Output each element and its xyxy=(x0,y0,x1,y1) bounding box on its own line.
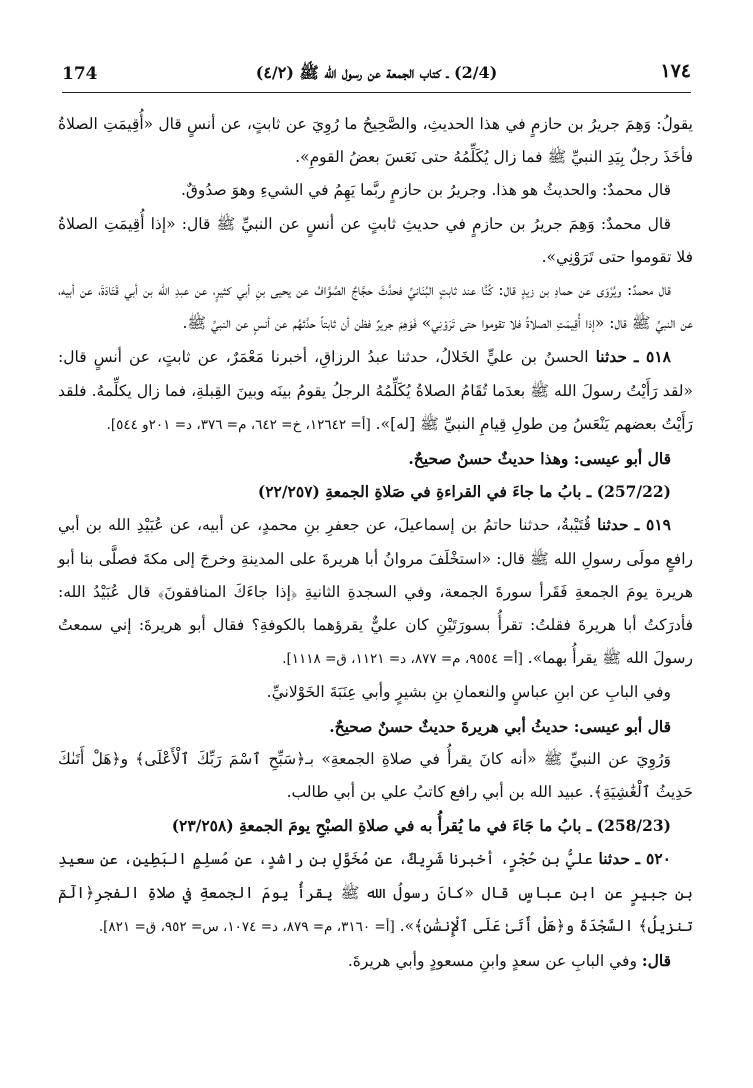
page-number-arabic: ١٧٤ xyxy=(660,60,691,82)
paragraph: وَرُوِيَ عن النبيِّ ﷺ «أنه كانَ يقرأُ في صلاةِ الجمعةِ» بـ﴿سَبِّحِ ٱسْمَ رَبِّكَ ٱلْأَعْلَى﴾ و﴿هَلْ أَتَىٰكَ حَدِيثُ ٱلْغَٰشِيَةِ﴾. عبيد الله بن أبي رافع كاتبُ علي بن أبي طالب. xyxy=(58,749,693,802)
hadith-number: ٥١٩ ـ xyxy=(634,515,672,535)
haddathana-label: حدثنا xyxy=(597,515,629,535)
hadith-grade: قال أبو عيسى: حديثُ أبي هريرةَ حديثٌ حسنٌ صحيحٌ. xyxy=(329,716,671,736)
hadith-reference: [أ= ٩٥٥٤، م= ٨٧٧، د= ١١٢١، ق= ١١١٨]. xyxy=(282,651,523,668)
haddathana-label: حدثنا xyxy=(598,849,630,869)
bab-note: وفي البابِ عن ابنِ عباسٍ والنعمانِ بنِ بشيرٍ وأبي عِنَبَةَ الخَوْلانيِّ. xyxy=(266,683,671,702)
page-body xyxy=(58,108,693,1074)
chapter-title: (257/22) ـ بابُ ما جاءَ في القراءةِ في صَلاةِ الجمعةِ (٢٢/٢٥٧) xyxy=(257,482,671,502)
hadith-reference: [أ= ١٢٦٤٢، خ= ٦٤٢، م= ٣٧٦، د= ٢٠١و ٥٤٤]. xyxy=(106,416,371,433)
bab-note xyxy=(58,944,693,978)
hadith-520 xyxy=(58,842,693,944)
paragraph: قال محمدٌ: وَهِمَ جريرُ بن حازمٍ في حديثِ ثابتٍ عن أنسٍ عن النبيِّ ﷺ قال: «إذا أُقِيمَتِ الصلاةُ فلا تقوموا حتى تَرَوْنِي». xyxy=(58,214,693,266)
hadith-text: قُتَيْبةُ، حدثنا حاتمُ بن إسماعيلَ، عن جعفرِ بنِ محمدٍ، عن أبيه، عن عُبَيْدِ الله بن أبي رافعٍ مولَى رسولِ الله ﷺ قال: «استخْلَفَ مروانُ أبا هريرةَ على المدينةِ وخرجَ إلى مكةَ فصلَّى بنا أبو هريرة يومَ الجمعةِ فَقَرأ سورةَ الجمعة، وفي السجدةِ الثانيةِ ﴿إذا جاءَكَ المنافقونَ﴾ قال عُبَيْدُ الله: فأدرَكتُ أبا هريرةَ فقلتُ: تقرأُ بسورَتَيْنِ كان عليٌّ يقرؤهما بالكوفةِ؟ فقال أبو هريرةَ: إني سمعتُ رسولَ الله ﷺ يقرأُ بهما». xyxy=(58,516,693,668)
hadith-text: الحسنُ بن عليٍّ الخَلالُ، حدثنا عبدُ الرزاقِ، أخبرنا مَعْمَرٌ، عن ثابتٍ، عن أنسٍ قال: «لقد رَأَيْتُ رسولَ الله ﷺ بعدَما تُقَامُ الصلاةُ يُكَلِّمُهُ الرجلُ يقومُ بينَه وبينَ القِبلةِ، فما زال يكلِّمهُ. فلقد رَأَيْتُ بعضهم يَنْعَسُ مِن طولِ قِيامِ النبيِّ ﷺ [له]». xyxy=(58,348,693,433)
hadith-reference: [أ= ٣١٦٠، م= ٨٧٩، د= ١٠٧٤، س= ٩٥٢، ق= ٨٢١]. xyxy=(98,918,395,935)
paragraph: قال محمدٌ: ويُرْوَى عن حمادِ بن زيدٍ قال: كُنَّا عند ثابتٍ البُنَانيِّ فحدَّثَ حجَّاجٌ الصَّوَّافُ عن يحيى بنِ أبي كثيرٍ، عن عبدِ الله بن أبي قَتَادَةَ، عن أبيه، عن النبيِّ ﷺ قال: «إذا أُقِيمَتِ الصلاةُ فلا تقوموا حتى تَرَوْنِي» فَوَهِمَ جريرٌ فظن أن ثابتاً حدَّثهُم عن أنسٍ عن النبيِّ ﷺ. xyxy=(58,281,693,333)
hadith-number: ٥١٨ ـ xyxy=(634,347,671,367)
qala-label: قال: xyxy=(641,951,671,971)
hadith-grade: قال أبو عيسى: وهذا حديثٌ حسنٌ صحيحٌ. xyxy=(408,449,671,469)
paragraph: قال محمدٌ: والحديثُ هو هذا. وجريرُ بن حازمٍ ربَّما يَهِمُ في الشيءِ وهوَ صدُوقٌ. xyxy=(180,181,671,200)
running-title: (2/4) ـ كتاب الجمعة عن رسول الله ﷺ (٤/٢) xyxy=(255,63,498,82)
hadith-text: عليُّ بن حُجْرٍ، أخبرنا شَرِيكٌ، عن مُخَوَّلِ بنِ راشدٍ، عن مُسلِمٍ البَطِينِ، عن سعيدِ بن جبيرٍ عن ابن عباسٍ قال «كانَ رسولُ الله ﷺ يقرأُ يومَ الجمعةِ في صلاةِ الفجرِ﴿الٓمٓ تنزيلُ﴾ السَّجْدَةَ و﴿هَلْ أَتَىٰ عَلَى ٱلْإِنسَٰنِ﴾». xyxy=(58,850,693,935)
bab-text: وفي البابِ عن سعدٍ وابنِ مسعودٍ وأبي هريرةَ. xyxy=(347,952,637,971)
page-header xyxy=(62,58,691,93)
chapter-title: (258/23) ـ بابُ ما جَاءَ في ما يُقرأُ به في صلاةِ الصبْحِ يومَ الجمعةِ (٢٣/٢٥٨) xyxy=(171,816,671,836)
hadith-519 xyxy=(58,508,693,676)
hadith-number: ٥٢٠ ـ xyxy=(635,849,671,869)
paragraph: يقولُ: وَهِمَ جريرُ بن حازمٍ في هذا الحديثِ، والصَّحِيحُ ما رُوِيَ عن ثابتٍ، عن أنسٍ قال «أُقِيمَتِ الصلاةُ فأخَذَ رجلٌ بِيَدِ النبيِّ ﷺ فما زال يُكَلِّمُهُ حتى نَعَسَ بعضُ القومِ». xyxy=(58,115,693,167)
page-number-latin: 174 xyxy=(62,64,98,84)
hadith-518 xyxy=(58,340,693,442)
haddathana-label: حدثنا xyxy=(595,347,627,367)
